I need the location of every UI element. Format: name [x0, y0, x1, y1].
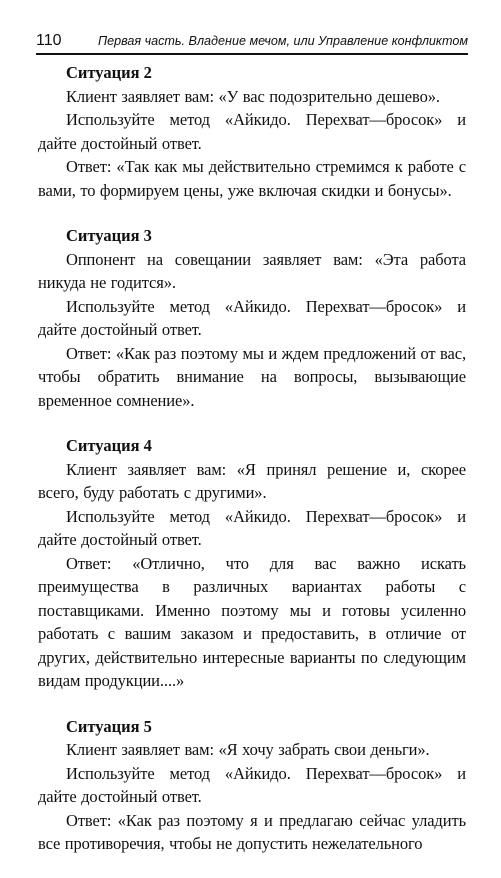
situation-instruction: Используйте метод «Айкидо. Перехват—бросок» и дайте достойный ответ. [38, 296, 466, 339]
situation-2 [38, 61, 466, 202]
situation-instruction: Используйте метод «Айкидо. Перехват—бросок» и дайте достойный ответ. [38, 763, 466, 806]
situation-title: Ситуация 3 [66, 226, 152, 245]
situation-title: Ситуация 4 [66, 436, 152, 455]
page-number: 110 [36, 32, 62, 49]
page-content [38, 61, 466, 878]
situation-4 [38, 434, 466, 693]
situation-answer: Ответ: «Как раз поэтому я и предлагаю сейчас уладить все противоречия, чтобы не допустить нежелательного [38, 810, 466, 853]
situation-title: Ситуация 5 [66, 716, 152, 736]
situation-statement: Клиент заявляет вам: «Я принял решение и, скорее всего, буду работать с другими». [38, 459, 466, 502]
running-title: Первая часть. Владение мечом, или Управление конфликтом [97, 34, 468, 48]
situation-instruction: Используйте метод «Айкидо. Перехват—бросок» и дайте достойный ответ. [38, 506, 466, 549]
situation-answer: Ответ: «Отлично, что для вас важно искать преимущества в различных вариантах работы с поставщиками. Именно поэтому мы и готовы усиленно работать с вашим заказом и предоставить, в отличие от других, действительно интересные варианты по следующим видам продукции....» [38, 553, 466, 690]
situation-title: Ситуация 2 [66, 63, 152, 82]
situation-statement: Клиент заявляет вам: «У вас подозрительно дешево». [66, 86, 440, 106]
situation-statement: Клиент заявляет вам: «Я хочу забрать свои деньги». [66, 740, 430, 759]
situation-answer: Ответ: «Как раз поэтому мы и ждем предложений от вас, чтобы обратить внимание на вопросы, вызывающие временное сомнение». [38, 343, 466, 410]
situation-answer: Ответ: «Так как мы действительно стремимся к работе с вами, то формируем цены, уже включая скидки и бонусы». [38, 157, 466, 200]
page-header [36, 31, 468, 55]
situation-5 [38, 715, 466, 856]
situation-instruction: Используйте метод «Айкидо. Перехват—бросок» и дайте достойный ответ. [38, 110, 466, 153]
situation-3 [38, 224, 466, 412]
situation-statement: Оппонент на совещании заявляет вам: «Эта работа никуда не годится». [38, 249, 466, 292]
